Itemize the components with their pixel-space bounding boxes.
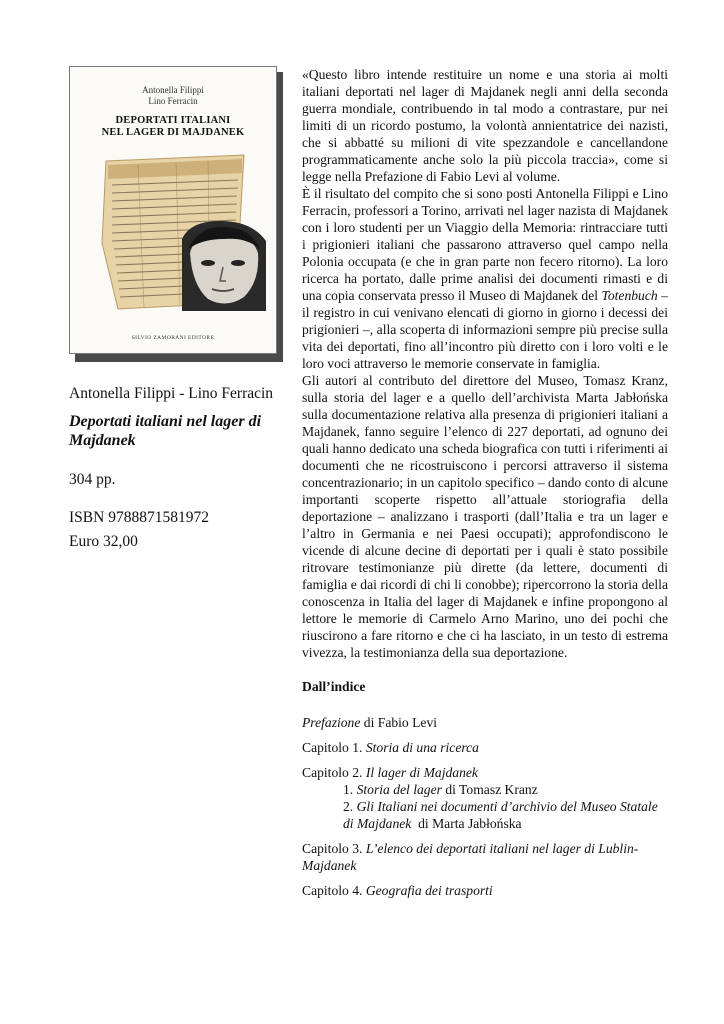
description-paragraph-1: «Questo libro intende restituire un nome e una storia ai molti italiani deportati nel lager di Majdanek negli anni della seconda guerra mondiale, contribuendo in tal modo a contrastare, pur nei limiti di un ricordo postumo, la volontà annientatrice dei nazisti, che si abbatté su milioni di vite spezzandole e cancellandone programmaticamente anche solo la più piccola traccia», come si legge nella Prefazione di Fabio Levi al volume. (302, 67, 668, 184)
description-paragraph-2: È il risultato del compito che si sono posti Antonella Filippi e Lino Ferracin, professori a Torino, arrivati nel lager nazista di Majdanek con i loro studenti per un Viaggio della Memoria: rintracciare tutti i prigionieri italiani che passarono attraverso quel campo nella Polonia occupata (e che in gran parte non fecero ritorno). La loro ricerca ha portato, dalle prime analisi dei documenti rimasti e di una copia conservata presso il Museo di Majdanek del Totenbuch – il registro in cui venivano elencati di giorno in giorno i decessi dei prigionieri –, alla scoperta di informazioni sempre più precise sulla vita dei deportati, fino all’incontro più diretto con i loro volti e le loro voci attraverso le memorie conservate in famiglia. (302, 186, 668, 371)
toc-entry-chapter-2: Capitolo 2. Il lager di Majdanek 1. Storia del lager di Tomasz Kranz 2. Gli Italiani nei documenti d’archivio del Museo Statale di Majdanek di Marta Jabłońska (302, 764, 668, 832)
book-cover (69, 66, 279, 356)
book-pages: 304 pp. (69, 471, 116, 488)
cover-publisher: SILVIO ZAMORANI EDITORE (131, 335, 215, 341)
toc-entry-chapter-1: Capitolo 1. Storia di una ricerca (302, 740, 479, 755)
book-isbn: ISBN 9788871581972 (69, 509, 209, 526)
index-heading: Dall’indice (302, 679, 366, 694)
toc-subentry-2-1: 1. Storia del lager di Tomasz Kranz (343, 782, 538, 797)
book-description (302, 66, 668, 907)
cover-face (69, 66, 277, 354)
cover-author-1: Antonella Filippi (142, 85, 204, 95)
toc-subentry-2-2: 2. Gli Italiani nei documenti d’archivio del Museo Statale di Majdanek di Marta Jabłońska (343, 799, 658, 831)
cover-title-line-2: NEL LAGER DI MAJDANEK (101, 127, 245, 138)
book-title: Deportati italiani nel lager di Majdanek (69, 413, 262, 449)
totenbuch-term: Totenbuch (601, 288, 658, 303)
toc-entry-chapter-4: Capitolo 4. Geografia dei trasporti (302, 883, 493, 898)
table-of-contents (302, 714, 668, 899)
book-authors: Antonella Filippi - Lino Ferracin (69, 385, 274, 402)
cover-title-line-1: DEPORTATI ITALIANI (115, 115, 231, 126)
toc-entry-chapter-3: Capitolo 3. L’elenco dei deportati italiani nel lager di Lublin-Majdanek (302, 841, 639, 873)
cover-author-2: Lino Ferracin (148, 96, 198, 106)
description-paragraph-3: Gli autori al contributo del direttore del Museo, Tomasz Kranz, sulla storia del lager e a quello dell’archivista Marta Jabłońska sulla documentazione relativa alla presenza di prigionieri italiani a Majdanek, fanno seguire l’elenco di 227 deportati, ad ognuno dei quali hanno dedicato una scheda biografica con tutti i riferimenti ai documenti che ne ricostruiscono i percorsi attraverso il sistema concentrazionario; in un capitolo specifico – dando conto di alcune importanti scoperte rispetto all’attuale storiografia della deportazione – analizzano i trasporti (dall’Italia e tra un lager e l’altro in Germania e nei Paesi occupati); approfondiscono le vicende di alcune decine di deportati per i quali è stato possibile ritrovare testimonianze più dirette (da lettere, documenti di famiglia e dai ricordi di chi li conobbe); ripercorrono la storia della conoscenza in Italia del lager di Majdanek e infine propongono al lettore le memorie di Carmelo Arno Marino, uno dei pochi che riuscirono a fare ritorno e che ci ha lasciato, in un testo di estrema vivezza, la testimonianza della sua deportazione. (302, 373, 668, 660)
book-price: Euro 32,00 (69, 533, 138, 550)
deportee-portrait (180, 219, 268, 311)
book-info (69, 384, 284, 551)
toc-entry-prefazione: Prefazione di Fabio Levi (302, 715, 438, 730)
